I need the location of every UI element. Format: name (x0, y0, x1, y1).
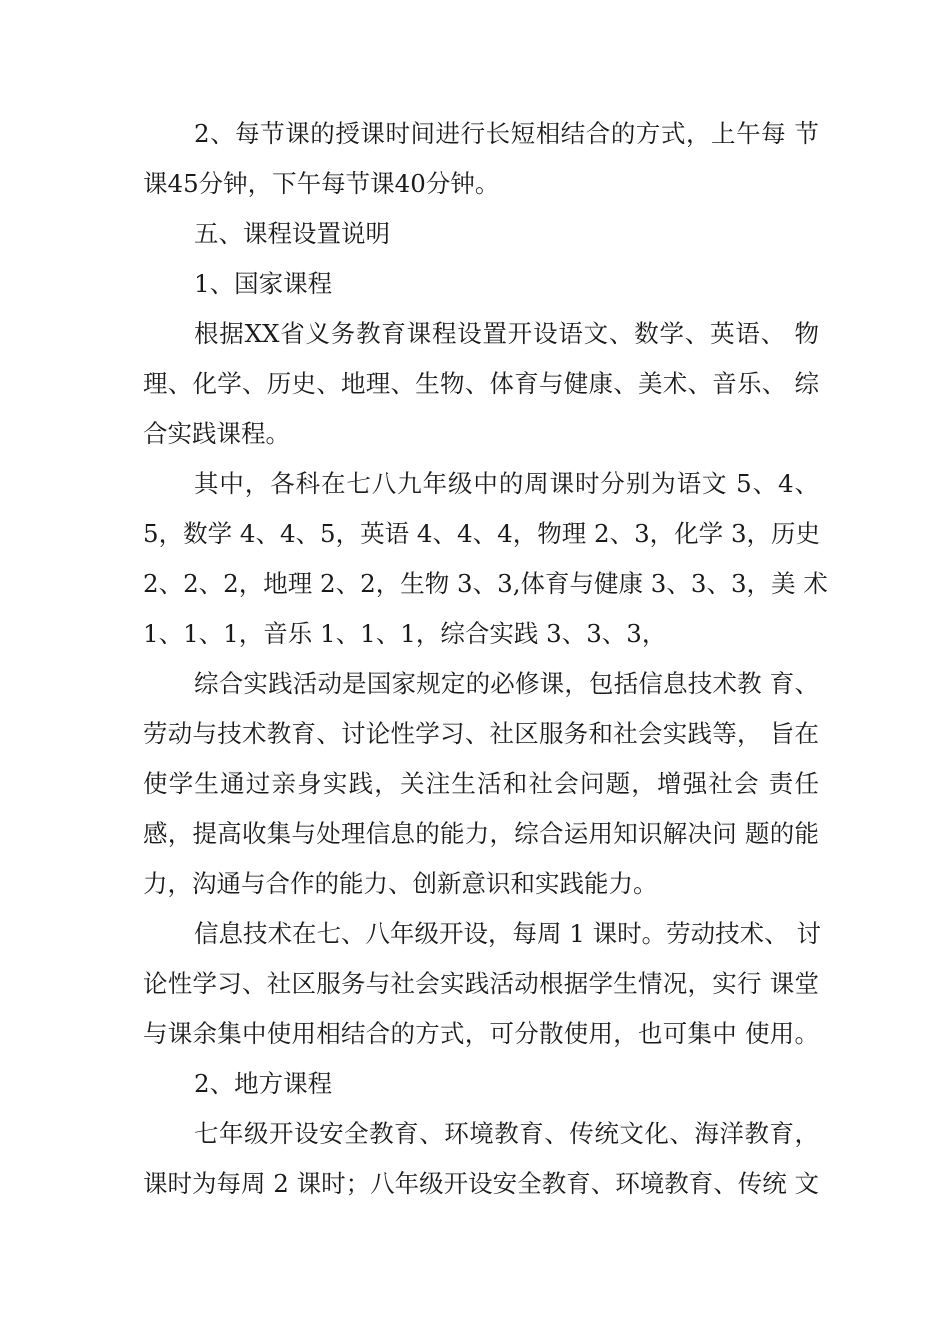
paragraph-line: 课45分钟，下午每节课40分钟。 (143, 169, 500, 198)
paragraph-line: 七年级开设安全教育、环境教育、传统文化、海洋教育， (194, 1119, 819, 1148)
section-heading: 五、课程设置说明 (194, 219, 390, 248)
paragraph-line: 2、2、2，地理 2、2，生物 3、3,体育与健康 3、3、3，美 术 (143, 569, 828, 598)
paragraph-line: 课时为每周 2 课时；八年级开设安全教育、环境教育、传统 文 (143, 1169, 819, 1198)
paragraph-line: 信息技术在七、八年级开设，每周 1 课时。劳动技术、 讨 (194, 919, 821, 948)
paragraph-line: 其中，各科在七八九年级中的周课时分别为语文 5、4、 (194, 469, 819, 498)
subsection-heading: 1、国家课程 (194, 269, 333, 298)
paragraph-line: 劳动与技术教育、讨论性学习、社区服务和社会实践等， 旨在 (143, 719, 819, 748)
paragraph-line: 论性学习、社区服务与社会实践活动根据学生情况，实行 课堂 (143, 969, 819, 998)
paragraph-line: 1、1、1，音乐 1、1、1，综合实践 3、3、3， (143, 619, 667, 648)
paragraph-line: 2、每节课的授课时间进行长短相结合的方式，上午每 节 (194, 119, 819, 148)
paragraph-line: 感，提高收集与处理信息的能力，综合运用知识解决问 题的能 (143, 819, 819, 848)
paragraph-line: 根据XX省义务教育课程设置开设语文、数学、英语、 物 (194, 319, 819, 348)
paragraph-line: 理、化学、历史、地理、生物、体育与健康、美术、音乐、 综 (143, 369, 819, 398)
paragraph-line: 力，沟通与合作的能力、创新意识和实践能力。 (143, 869, 658, 898)
paragraph-line: 5，数学 4、4、5，英语 4、4、4，物理 2、3，化学 3，历史 (143, 519, 821, 548)
paragraph-line: 合实践课程。 (143, 419, 290, 448)
paragraph-line: 综合实践活动是国家规定的必修课，包括信息技术教 育、 (194, 669, 819, 698)
paragraph-line: 与课余集中使用相结合的方式，可分散使用，也可集中 使用。 (143, 1019, 819, 1048)
subsection-heading: 2、地方课程 (194, 1069, 333, 1098)
paragraph-line: 使学生通过亲身实践，关注生活和社会问题，增强社会 责任 (143, 769, 819, 798)
